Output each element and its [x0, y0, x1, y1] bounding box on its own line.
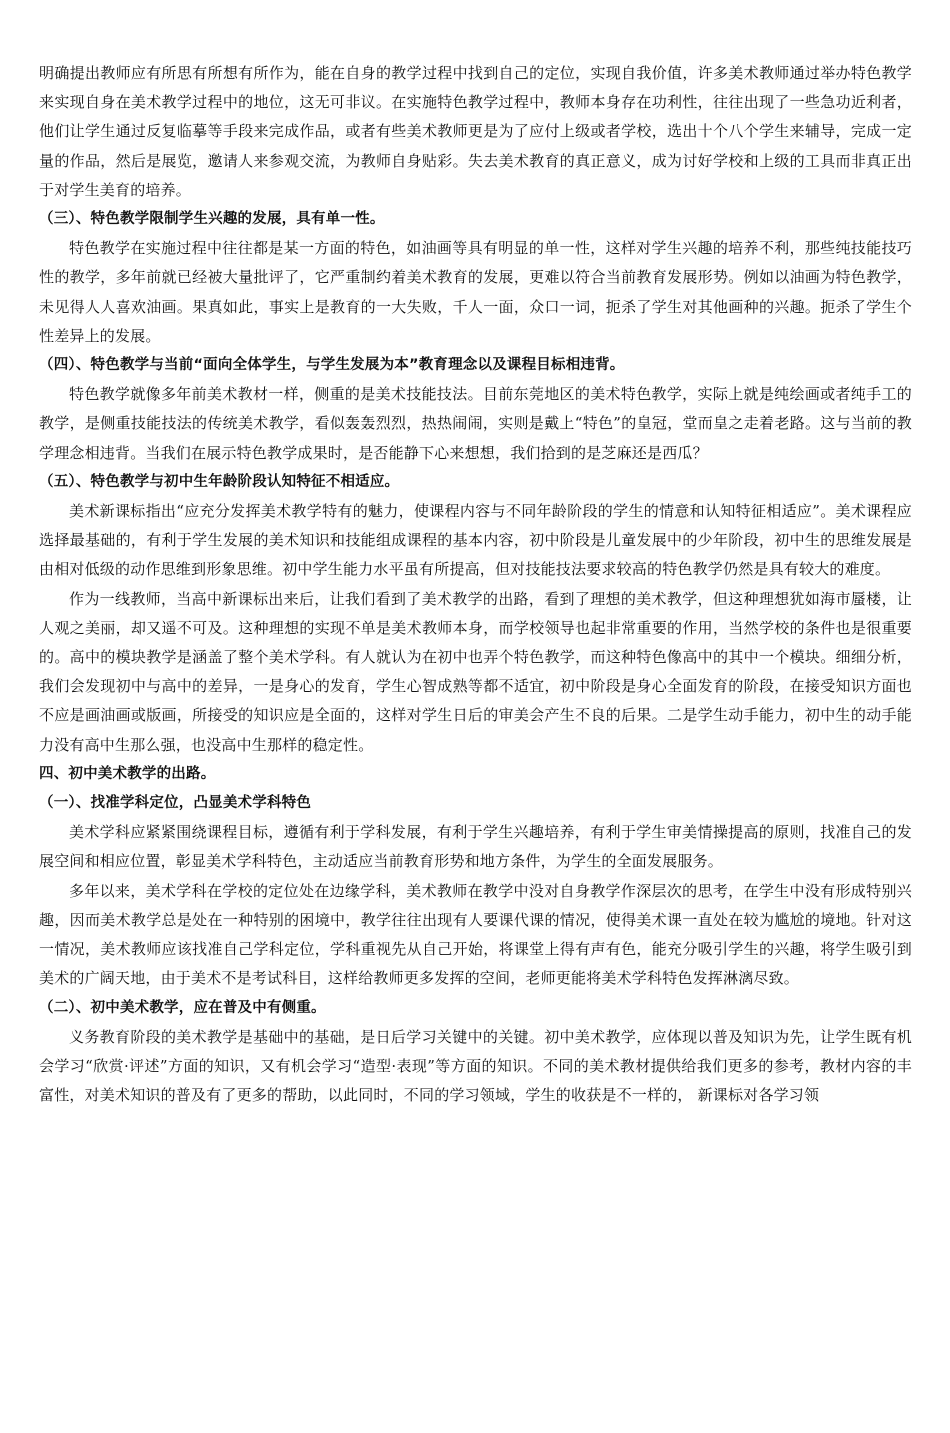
- paragraph: 美术学科应紧紧围绕课程目标，遵循有利于学科发展，有利于学生兴趣培养，有利于学生审美情操提高的原则，找准自己的发展空间和相应位置，彰显美术学科特色，主动适应当前教育形势和地方条件，为学生的全面发展服务。: [39, 823, 912, 871]
- section-heading-3: （三）、特色教学限制学生兴趣的发展，具有单一性。: [39, 211, 385, 228]
- paragraph: 多年以来，美术学科在学校的定位处在边缘学科，美术教师在教学中没对自身教学作深层次的思考，在学生中没有形成特别兴趣，因而美术教学总是处在一种特别的困境中，教学往往出现有人要课代课的情况，使得美术课一直处在较为尴尬的境地。针对这一情况，美术教师应该找准自己学科定位，学科重视先从自己开始，将课堂上得有声有色，能充分吸引学生的兴趣，将学生吸引到美术的广阔天地，由于美术不是考试科目，这样给教师更多发挥的空间，老师更能将美术学科特色发挥淋漓尽致。: [39, 881, 912, 988]
- paragraph: 特色教学就像多年前美术教材一样，侧重的是美术技能技法。目前东莞地区的美术特色教学，实际上就是纯绘画或者纯手工的教学，是侧重技能技法的传统美术教学，看似轰轰烈烈，热热闹闹，实则是戴上“特色”的皇冠，堂而皇之走着老路。这与当前的教学理念相违背。当我们在展示特色教学成果时，是否能静下心来想想，我们拾到的是芝麻还是西瓜？: [39, 385, 912, 462]
- chapter-heading-4: 四、初中美术教学的出路。: [39, 765, 216, 782]
- section-heading-1: （一）、找准学科定位，凸显美术学科特色: [39, 795, 312, 812]
- paragraph: 作为一线教师，当高中新课标出来后，让我们看到了美术教学的出路，看到了理想的美术教学，但这种理想犹如海市蜃楼，让人观之美丽，却又遥不可及。这种理想的实现不单是美术教师本身，而学校领导也起非常重要的作用，当然学校的条件也是很重要的。高中的模块教学是涵盖了整个美术学科。有人就认为在初中也弄个特色教学，而这种特色像高中的其中一个模块。细细分析，我们会发现初中与高中的差异，一是身心的发育，学生心智成熟等都不适宜，初中阶段是身心全面发育的阶段，在接受知识方面也不应是画油画或版画，所接受的知识应是全面的，这样对学生日后的审美会产生不良的后果。二是学生动手能力，初中生的动手能力没有高中生那么强，也没高中生那样的稳定性。: [39, 589, 912, 754]
- document-body: [39, 59, 912, 1110]
- paragraph: 美术新课标指出“应充分发挥美术教学特有的魅力，使课程内容与不同年龄阶段的学生的情意和认知特征相适应”。美术课程应选择最基础的，有利于学生发展的美术知识和技能组成课程的基本内容，初中阶段是儿童发展中的少年阶段，初中生的思维发展是由相对低级的动作思维到形象思维。初中学生能力水平虽有所提高，但对技能技法要求较高的特色教学仍然是具有较大的难度。: [39, 502, 912, 579]
- paragraph: 义务教育阶段的美术教学是基础中的基础，是日后学习关键中的关键。初中美术教学，应体现以普及知识为先，让学生既有机会学习“欣赏·评述”方面的知识，又有机会学习“造型·表现”等方面的知识。不同的美术教材提供给我们更多的参考，教材内容的丰富性，对美术知识的普及有了更多的帮助，以此同时，不同的学习领域，学生的收获是不一样的， 新课标对各学习领: [39, 1027, 912, 1105]
- section-heading-2: （二）、初中美术教学，应在普及中有侧重。: [39, 999, 326, 1016]
- section-heading-4: （四）、特色教学与当前“面向全体学生，与学生发展为本”教育理念以及课程目标相违背。: [39, 357, 625, 374]
- paragraph: 特色教学在实施过程中往往都是某一方面的特色，如油画等具有明显的单一性，这样对学生兴趣的培养不利，那些纯技能技巧性的教学，多年前就已经被大量批评了，它严重制约着美术教育的发展，更难以符合当前教育发展形势。例如以油画为特色教学，未见得人人喜欢油画。果真如此，事实上是教育的一大失败，千人一面，众口一词，扼杀了学生对其他画种的兴趣。扼杀了学生个性差异上的发展。: [39, 239, 912, 345]
- paragraph-continuation: 明确提出教师应有所思有所想有所作为，能在自身的教学过程中找到自己的定位，实现自我价值，许多美术教师通过举办特色教学来实现自身在美术教学过程中的地位，这无可非议。在实施特色教学过程中，教师本身存在功利性，往往出现了一些急功近利者，他们让学生通过反复临摹等手段来完成作品，或者有些美术教师更是为了应付上级或者学校，选出十个八个学生来辅导，完成一定量的作品，然后是展览，邀请人来参观交流，为教师自身贴彩。失去美术教育的真正意义，成为讨好学校和上级的工具而非真正出于对学生美育的培养。: [39, 64, 912, 199]
- section-heading-5: （五）、特色教学与初中生年龄阶段认知特征不相适应。: [39, 473, 400, 490]
